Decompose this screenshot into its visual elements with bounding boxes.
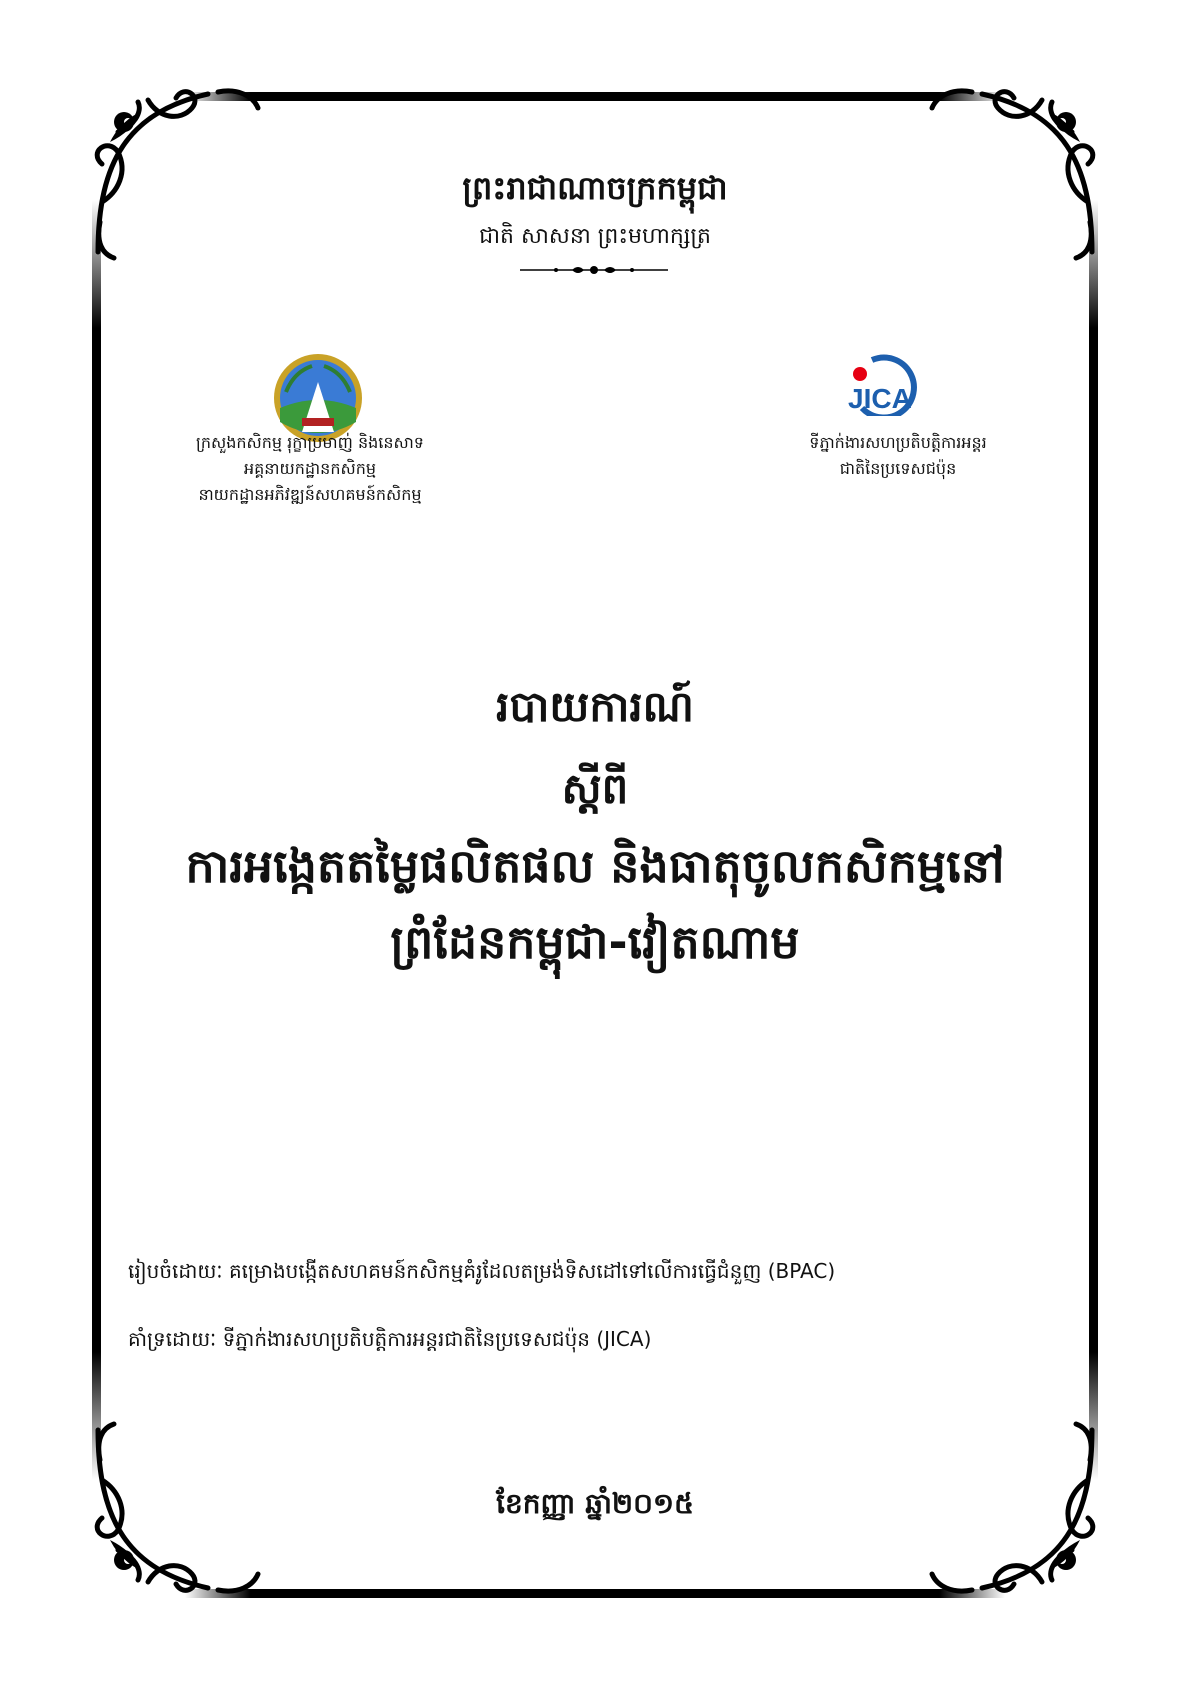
- supported-by: គាំទ្រដោយៈ ទីភ្នាក់ងារសហប្រតិបត្តិការអន្តរជាតិនៃប្រទេសជប៉ុន (JICA): [128, 1327, 652, 1351]
- report-title-line-3: ការអង្កេតតម្លៃផលិតផល និងធាតុចូលកសិកម្មនៅ: [185, 839, 1005, 893]
- ministry-line-1: ក្រសួងកសិកម្ម រុក្ខាប្រមាញ់ និងនេសាទ: [196, 433, 424, 452]
- border-top: [185, 92, 1005, 101]
- border-bottom: [185, 1589, 1005, 1598]
- report-title-line-2: ស្តីពី: [561, 764, 629, 813]
- report-title-line-1: របាយការណ៍: [496, 682, 694, 731]
- ministry-line-3: នាយកដ្ឋានអភិវឌ្ឍន៍សហគមន៍កសិកម្ម: [198, 485, 422, 504]
- jica-dot: [853, 367, 867, 381]
- jica-wordmark: JICA: [848, 383, 912, 414]
- jica-line-2: ជាតិនៃប្រទេសជប៉ុន: [839, 459, 957, 478]
- national-motto: ជាតិ សាសនា ព្រះមហាក្សត្រ: [479, 224, 711, 249]
- jica-logo-icon: [842, 352, 938, 416]
- jica-name-block: [768, 430, 1028, 482]
- prepared-by: រៀបចំដោយៈ គម្រោងបង្កើតសហគមន៍កសិកម្មគំរូដែលតម្រង់ទិសដៅទៅលើការធ្វើជំនួញ (BPAC): [128, 1259, 836, 1283]
- publication-date: ខែកញ្ញា ឆ្នាំ២០១៥: [496, 1487, 694, 1520]
- ministry-name-block: [160, 430, 460, 508]
- report-title-line-4: ព្រំដែនកម្ពុជា-វៀតណាម: [390, 915, 800, 969]
- ornamental-divider: [0, 262, 1190, 278]
- jica-line-1: ទីភ្នាក់ងារសហប្រតិបត្តិការអន្តរ: [809, 433, 987, 452]
- kingdom-heading: ព្រះរាជាណាចក្រកម្ពុជា: [462, 169, 728, 207]
- ministry-line-2: អគ្គនាយកដ្ឋានកសិកម្ម: [243, 459, 377, 478]
